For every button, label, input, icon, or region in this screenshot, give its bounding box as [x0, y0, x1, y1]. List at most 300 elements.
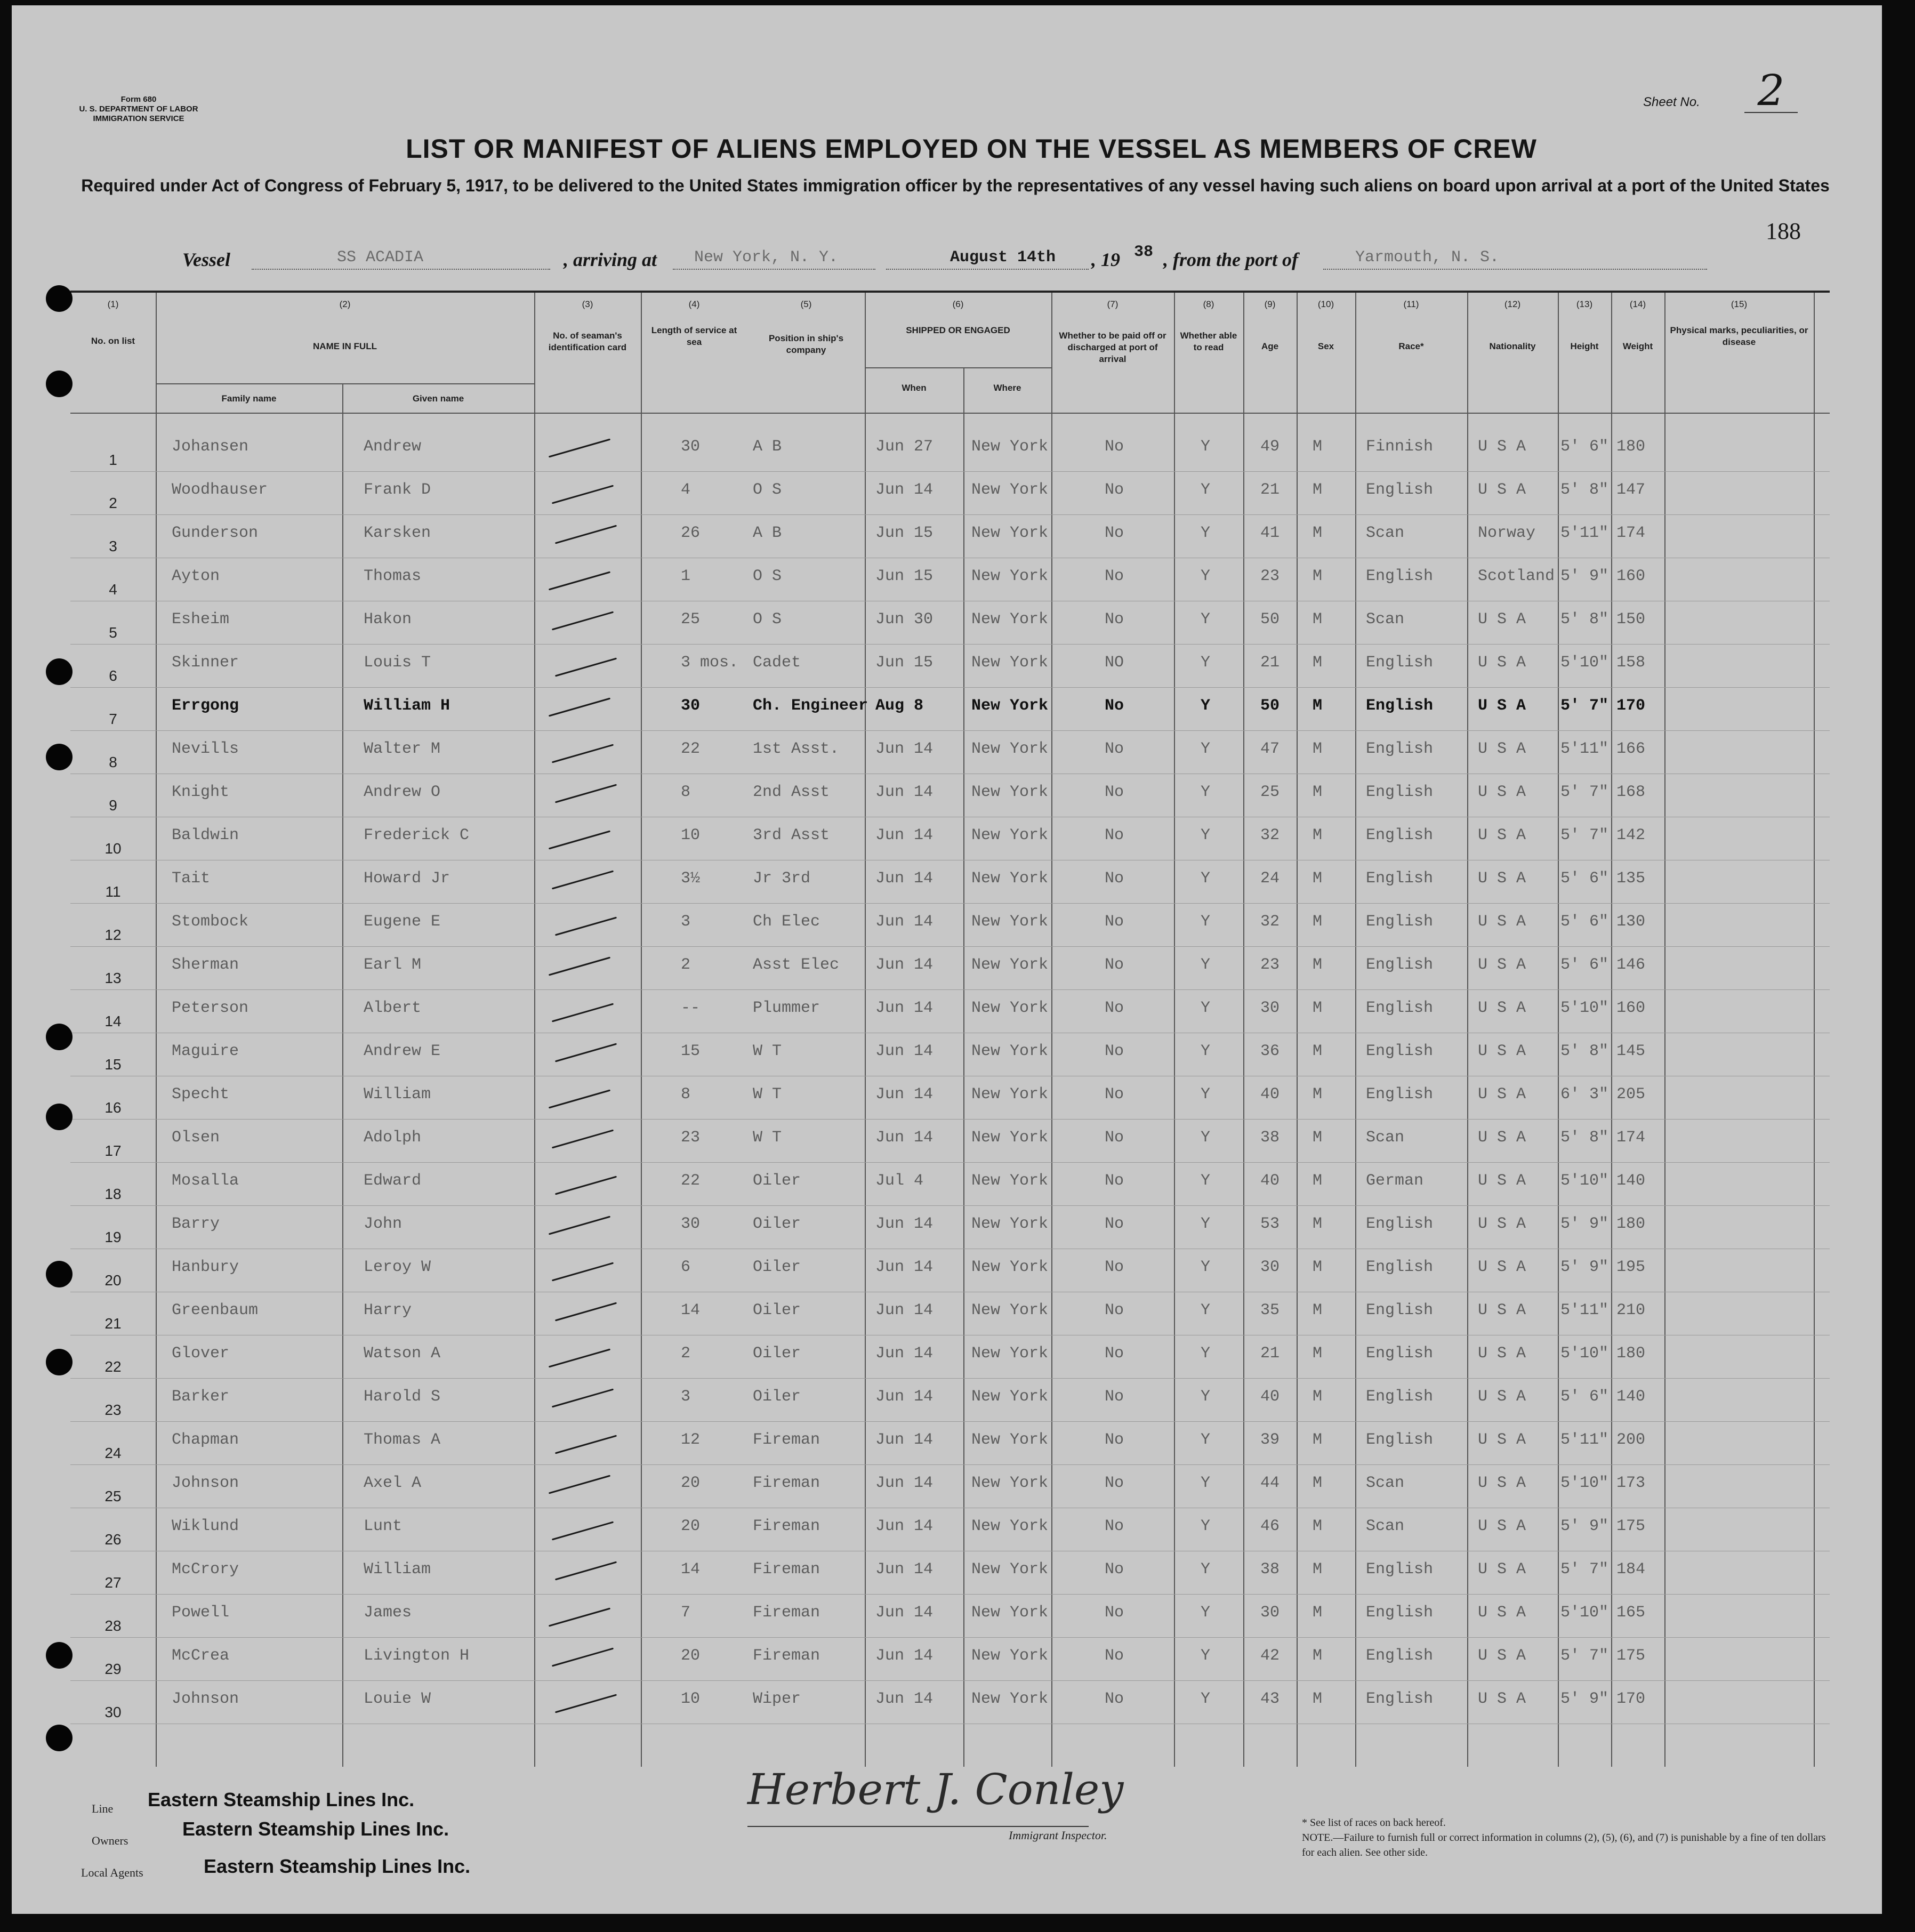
cell-read: Y — [1201, 610, 1211, 629]
cell-when: Jun 15 — [875, 567, 934, 585]
cell-nationality: U S A — [1478, 999, 1526, 1017]
check-mark-icon — [549, 571, 610, 591]
cell-when: Jun 14 — [875, 826, 934, 844]
cell-family: Baldwin — [172, 826, 239, 844]
cell-race: English — [1366, 826, 1434, 844]
cell-age: 35 — [1260, 1301, 1280, 1319]
cell-age: 41 — [1260, 524, 1280, 542]
cell-age: 30 — [1260, 1604, 1280, 1622]
cell-service: 30 — [681, 438, 701, 456]
cell-read: Y — [1201, 740, 1211, 758]
cell-family: Maguire — [172, 1042, 239, 1060]
cell-weight: 170 — [1616, 697, 1646, 715]
cell-read: Y — [1201, 1647, 1211, 1665]
cell-family: Esheim — [172, 610, 230, 629]
cell-height: 5' 7" — [1560, 826, 1609, 844]
binder-hole — [46, 1642, 73, 1669]
cell-age: 38 — [1260, 1129, 1280, 1147]
cell-age: 38 — [1260, 1560, 1280, 1579]
cell-paid: No — [1105, 1345, 1124, 1363]
cell-service: -- — [681, 999, 701, 1017]
cell-race: English — [1366, 956, 1434, 974]
cell-weight: 166 — [1616, 740, 1646, 758]
cell-where: New York — [971, 740, 1049, 758]
cell-when: Jun 14 — [875, 1604, 934, 1622]
cell-given: Louie W — [364, 1690, 431, 1708]
row-number: 1 — [109, 452, 117, 468]
cell-race: Finnish — [1366, 438, 1434, 456]
column-number: (3) — [582, 299, 593, 309]
cell-family: Barry — [172, 1215, 220, 1233]
table-row — [70, 820, 1830, 863]
cell-sex: M — [1313, 1085, 1323, 1104]
cell-age: 23 — [1260, 956, 1280, 974]
penalty-note: NOTE.—Failure to furnish full or correct information in columns (2), (5), (6), and (7) is punishable by a fine of ten dollars for each alien. See other side. — [1302, 1832, 1826, 1858]
cell-where: New York — [971, 524, 1049, 542]
manifest-sheet — [12, 5, 1882, 1914]
cell-given: Albert — [364, 999, 422, 1017]
cell-weight: 184 — [1616, 1560, 1646, 1579]
cell-service: 30 — [681, 697, 701, 715]
cell-where: New York — [971, 481, 1049, 499]
column-number: (8) — [1203, 299, 1214, 309]
cell-sex: M — [1313, 1388, 1323, 1406]
row-number: 5 — [109, 624, 117, 641]
check-mark-icon — [555, 1694, 617, 1713]
cell-weight: 160 — [1616, 999, 1646, 1017]
table-row — [70, 1684, 1830, 1727]
cell-when: Jun 14 — [875, 1301, 934, 1319]
cell-where: New York — [971, 1690, 1049, 1708]
cell-given: Frederick C — [364, 826, 470, 844]
cell-age: 32 — [1260, 826, 1280, 844]
cell-race: English — [1366, 1258, 1434, 1276]
cell-family: Specht — [172, 1085, 230, 1104]
cell-nationality: U S A — [1478, 1258, 1526, 1276]
cell-height: 5' 6" — [1560, 956, 1609, 974]
cell-height: 5' 9" — [1560, 1215, 1609, 1233]
row-number: 24 — [104, 1445, 122, 1461]
cell-height: 5' 7" — [1560, 1647, 1609, 1665]
cell-sex: M — [1313, 913, 1323, 931]
cell-given: Karsken — [364, 524, 431, 542]
table-row — [70, 1165, 1830, 1209]
cell-service: 26 — [681, 524, 701, 542]
table-row — [70, 1381, 1830, 1424]
cell-where: New York — [971, 783, 1049, 801]
cell-position: Fireman — [753, 1647, 820, 1665]
cell-nationality: U S A — [1478, 956, 1526, 974]
cell-age: 39 — [1260, 1431, 1280, 1449]
cell-family: Powell — [172, 1604, 230, 1622]
cell-sex: M — [1313, 1690, 1323, 1708]
cell-read: Y — [1201, 1517, 1211, 1535]
cell-age: 40 — [1260, 1388, 1280, 1406]
binder-hole — [46, 371, 73, 397]
cell-position: 2nd Asst — [753, 783, 830, 801]
cell-height: 5' 9" — [1560, 567, 1609, 585]
cell-age: 50 — [1260, 697, 1280, 715]
row-number: 26 — [104, 1531, 122, 1548]
cell-position: Oiler — [753, 1388, 801, 1406]
check-mark-icon — [555, 658, 617, 677]
cell-race: Scan — [1366, 1517, 1405, 1535]
cell-race: English — [1366, 654, 1434, 672]
cell-sex: M — [1313, 1560, 1323, 1579]
cell-height: 5'11" — [1560, 1431, 1609, 1449]
cell-where: New York — [971, 1604, 1049, 1622]
cell-family: Olsen — [172, 1129, 220, 1147]
cell-height: 5' 9" — [1560, 1690, 1609, 1708]
row-number: 15 — [104, 1056, 122, 1073]
cell-weight: 180 — [1616, 438, 1646, 456]
row-number: 28 — [104, 1617, 122, 1634]
cell-given: William H — [364, 697, 450, 715]
cell-paid: No — [1105, 697, 1124, 715]
check-mark-icon — [552, 1003, 614, 1023]
race-note: * See list of races on back hereof. — [1302, 1817, 1446, 1829]
cell-where: New York — [971, 1172, 1049, 1190]
cell-height: 5' 8" — [1560, 610, 1609, 629]
cell-height: 5'10" — [1560, 1172, 1609, 1190]
cell-family: Stombock — [172, 913, 249, 931]
cell-given: Livington H — [364, 1647, 470, 1665]
cell-sex: M — [1313, 1172, 1323, 1190]
row-number: 13 — [104, 970, 122, 986]
cell-given: Watson A — [364, 1345, 441, 1363]
cell-nationality: U S A — [1478, 1215, 1526, 1233]
stamp-number: 188 — [1766, 218, 1801, 244]
line-label: Line — [92, 1802, 114, 1815]
column-header: Weight — [1622, 341, 1653, 351]
cell-weight: 168 — [1616, 783, 1646, 801]
cell-family: Greenbaum — [172, 1301, 259, 1319]
cell-race: English — [1366, 1560, 1434, 1579]
cell-read: Y — [1201, 1258, 1211, 1276]
cell-weight: 210 — [1616, 1301, 1646, 1319]
cell-where: New York — [971, 1258, 1049, 1276]
cell-when: Jun 14 — [875, 1474, 934, 1492]
cell-where: New York — [971, 1085, 1049, 1104]
column-header: Whether able to read — [1180, 331, 1237, 352]
binder-hole — [46, 1104, 73, 1130]
cell-race: Scan — [1366, 1129, 1405, 1147]
cell-height: 5' 6" — [1560, 438, 1609, 456]
cell-race: English — [1366, 1345, 1434, 1363]
column-subheader: Given name — [412, 393, 464, 404]
table-row — [70, 1079, 1830, 1122]
cell-where: New York — [971, 610, 1049, 629]
check-mark-icon — [555, 917, 617, 936]
sheet-number-label: Sheet No. — [1643, 95, 1700, 109]
vessel-label: Vessel — [182, 249, 230, 270]
cell-position: O S — [753, 481, 782, 499]
cell-service: 20 — [681, 1474, 701, 1492]
cell-family: Knight — [172, 783, 230, 801]
arrival-port: New York, N. Y. — [673, 248, 875, 270]
cell-read: Y — [1201, 913, 1211, 931]
cell-height: 5'11" — [1560, 740, 1609, 758]
cell-sex: M — [1313, 1215, 1323, 1233]
check-mark-icon — [549, 831, 610, 850]
table-row — [70, 1468, 1830, 1511]
cell-given: Howard Jr — [364, 870, 450, 888]
cell-paid: No — [1105, 913, 1124, 931]
cell-service: 22 — [681, 740, 701, 758]
cell-weight: 180 — [1616, 1345, 1646, 1363]
cell-where: New York — [971, 1301, 1049, 1319]
column-header: NAME IN FULL — [313, 341, 377, 351]
cell-position: Fireman — [753, 1517, 820, 1535]
cell-when: Jun 14 — [875, 999, 934, 1017]
cell-nationality: U S A — [1478, 654, 1526, 672]
cell-position: 1st Asst. — [753, 740, 840, 758]
cell-when: Jun 14 — [875, 1345, 934, 1363]
binder-hole — [46, 1349, 73, 1375]
cell-where: New York — [971, 1517, 1049, 1535]
cell-race: English — [1366, 1647, 1434, 1665]
table-row — [70, 690, 1830, 734]
cell-height: 5' 6" — [1560, 913, 1609, 931]
table-row — [70, 561, 1830, 604]
cell-nationality: U S A — [1478, 1301, 1526, 1319]
cell-service: 1 — [681, 567, 691, 585]
crew-table — [70, 291, 1830, 1767]
cell-sex: M — [1313, 1301, 1323, 1319]
cell-position: A B — [753, 438, 782, 456]
table-row — [70, 1295, 1830, 1338]
cell-position: Plummer — [753, 999, 820, 1017]
cell-nationality: U S A — [1478, 1388, 1526, 1406]
cell-nationality: U S A — [1478, 1690, 1526, 1708]
cell-sex: M — [1313, 1258, 1323, 1276]
cell-when: Jun 15 — [875, 524, 934, 542]
cell-nationality: U S A — [1478, 1647, 1526, 1665]
cell-paid: No — [1105, 1129, 1124, 1147]
check-mark-icon — [552, 1262, 614, 1282]
cell-nationality: Norway — [1478, 524, 1536, 542]
row-number: 9 — [109, 797, 117, 814]
form-number: Form 680 — [120, 95, 157, 104]
cell-where: New York — [971, 438, 1049, 456]
cell-age: 40 — [1260, 1172, 1280, 1190]
cell-paid: No — [1105, 481, 1124, 499]
check-mark-icon — [552, 1389, 614, 1408]
cell-weight: 145 — [1616, 1042, 1646, 1060]
cell-age: 21 — [1260, 1345, 1280, 1363]
cell-family: Johnson — [172, 1474, 239, 1492]
cell-sex: M — [1313, 1129, 1323, 1147]
table-row — [70, 1511, 1830, 1554]
cell-family: Mosalla — [172, 1172, 239, 1190]
cell-read: Y — [1201, 438, 1211, 456]
cell-read: Y — [1201, 1215, 1211, 1233]
cell-paid: No — [1105, 438, 1124, 456]
cell-given: Eugene E — [364, 913, 441, 931]
cell-nationality: U S A — [1478, 1604, 1526, 1622]
cell-where: New York — [971, 1388, 1049, 1406]
cell-nationality: U S A — [1478, 610, 1526, 629]
cell-nationality: U S A — [1478, 438, 1526, 456]
table-row — [70, 906, 1830, 949]
cell-sex: M — [1313, 1517, 1323, 1535]
table-row — [70, 1036, 1830, 1079]
row-number: 10 — [104, 840, 122, 857]
table-row — [70, 777, 1830, 820]
cell-paid: No — [1105, 1517, 1124, 1535]
cell-read: Y — [1201, 1560, 1211, 1579]
cell-race: English — [1366, 1604, 1434, 1622]
cell-position: O S — [753, 610, 782, 629]
cell-age: 32 — [1260, 913, 1280, 931]
cell-race: English — [1366, 1085, 1434, 1104]
cell-height: 5' 8" — [1560, 1042, 1609, 1060]
cell-service: 3½ — [681, 870, 701, 888]
cell-given: Lunt — [364, 1517, 403, 1535]
check-mark-icon — [555, 1561, 617, 1581]
cell-read: Y — [1201, 481, 1211, 499]
cell-height: 5' 6" — [1560, 870, 1609, 888]
cell-position: Oiler — [753, 1215, 801, 1233]
table-row — [70, 1554, 1830, 1597]
cell-where: New York — [971, 1129, 1049, 1147]
cell-nationality: U S A — [1478, 1431, 1526, 1449]
cell-age: 25 — [1260, 783, 1280, 801]
binder-hole — [46, 658, 73, 685]
cell-paid: No — [1105, 1388, 1124, 1406]
binder-hole — [46, 1725, 73, 1751]
check-mark-icon — [549, 1349, 610, 1368]
table-row — [70, 1209, 1830, 1252]
cell-nationality: U S A — [1478, 1517, 1526, 1535]
cell-paid: No — [1105, 1215, 1124, 1233]
cell-weight: 140 — [1616, 1388, 1646, 1406]
cell-paid: No — [1105, 870, 1124, 888]
cell-weight: 140 — [1616, 1172, 1646, 1190]
column-subheader: Family name — [221, 393, 277, 404]
column-number: (14) — [1629, 299, 1646, 309]
cell-sex: M — [1313, 1604, 1323, 1622]
cell-read: Y — [1201, 1172, 1211, 1190]
arrival-date: August 14th — [886, 248, 1089, 270]
cell-family: Errgong — [172, 697, 239, 715]
check-mark-icon — [555, 1302, 617, 1322]
cell-given: Harold S — [364, 1388, 441, 1406]
row-number: 21 — [104, 1315, 122, 1332]
cell-where: New York — [971, 1042, 1049, 1060]
cell-age: 42 — [1260, 1647, 1280, 1665]
cell-read: Y — [1201, 870, 1211, 888]
cell-nationality: U S A — [1478, 697, 1526, 715]
cell-when: Jun 27 — [875, 438, 934, 456]
cell-paid: No — [1105, 826, 1124, 844]
column-number: (2) — [339, 299, 351, 309]
cell-age: 40 — [1260, 1085, 1280, 1104]
cell-given: Frank D — [364, 481, 431, 499]
cell-service: 3 mos. — [681, 654, 739, 672]
check-mark-icon — [555, 525, 617, 544]
cell-family: Peterson — [172, 999, 249, 1017]
cell-position: Oiler — [753, 1258, 801, 1276]
cell-nationality: U S A — [1478, 783, 1526, 801]
table-row — [70, 1338, 1830, 1381]
cell-given: John — [364, 1215, 403, 1233]
cell-sex: M — [1313, 481, 1323, 499]
check-mark-icon — [555, 1043, 617, 1062]
cell-weight: 205 — [1616, 1085, 1646, 1104]
cell-family: Hanbury — [172, 1258, 239, 1276]
cell-race: English — [1366, 1042, 1434, 1060]
cell-service: 15 — [681, 1042, 701, 1060]
cell-given: Edward — [364, 1172, 422, 1190]
cell-where: New York — [971, 870, 1049, 888]
cell-service: 10 — [681, 826, 701, 844]
column-number: (11) — [1403, 299, 1419, 309]
cell-family: Tait — [172, 870, 211, 888]
cell-sex: M — [1313, 740, 1323, 758]
cell-paid: No — [1105, 999, 1124, 1017]
cell-where: New York — [971, 826, 1049, 844]
table-row — [70, 474, 1830, 518]
owners-label: Owners — [92, 1834, 128, 1847]
cell-given: William — [364, 1085, 431, 1104]
cell-race: English — [1366, 1388, 1434, 1406]
cell-family: Skinner — [172, 654, 239, 672]
cell-race: English — [1366, 999, 1434, 1017]
check-mark-icon — [555, 1176, 617, 1195]
sheet-number: 2 — [1744, 64, 1798, 113]
cell-when: Jun 14 — [875, 783, 934, 801]
row-number: 4 — [109, 581, 117, 598]
cell-service: 22 — [681, 1172, 701, 1190]
cell-sex: M — [1313, 1647, 1323, 1665]
cell-given: Thomas A — [364, 1431, 441, 1449]
row-number: 19 — [104, 1229, 122, 1245]
cell-when: Jun 14 — [875, 481, 934, 499]
column-header: Length of service at sea — [651, 325, 737, 347]
cell-when: Jun 14 — [875, 1690, 934, 1708]
check-mark-icon — [549, 1475, 610, 1494]
check-mark-icon — [549, 698, 610, 717]
cell-weight: 135 — [1616, 870, 1646, 888]
column-number: (15) — [1731, 299, 1748, 309]
cell-paid: No — [1105, 567, 1124, 585]
form-service: IMMIGRATION SERVICE — [93, 114, 184, 123]
row-number: 20 — [104, 1272, 122, 1289]
cell-position: Oiler — [753, 1301, 801, 1319]
cell-service: 23 — [681, 1129, 701, 1147]
cell-where: New York — [971, 956, 1049, 974]
cell-given: Andrew E — [364, 1042, 441, 1060]
cell-paid: No — [1105, 1647, 1124, 1665]
cell-race: German — [1366, 1172, 1424, 1190]
column-subheader: When — [902, 383, 927, 393]
cell-height: 5'10" — [1560, 654, 1609, 672]
cell-when: Jun 14 — [875, 1431, 934, 1449]
check-mark-icon — [552, 871, 614, 890]
cell-age: 46 — [1260, 1517, 1280, 1535]
cell-sex: M — [1313, 697, 1323, 715]
binder-hole — [46, 744, 73, 770]
cell-nationality: U S A — [1478, 1345, 1526, 1363]
cell-weight: 175 — [1616, 1517, 1646, 1535]
check-mark-icon — [552, 485, 614, 504]
check-mark-icon — [549, 957, 610, 976]
cell-when: Jun 14 — [875, 870, 934, 888]
cell-sex: M — [1313, 1042, 1323, 1060]
column-header: No. of seaman's identification card — [548, 331, 627, 352]
cell-family: Nevills — [172, 740, 239, 758]
